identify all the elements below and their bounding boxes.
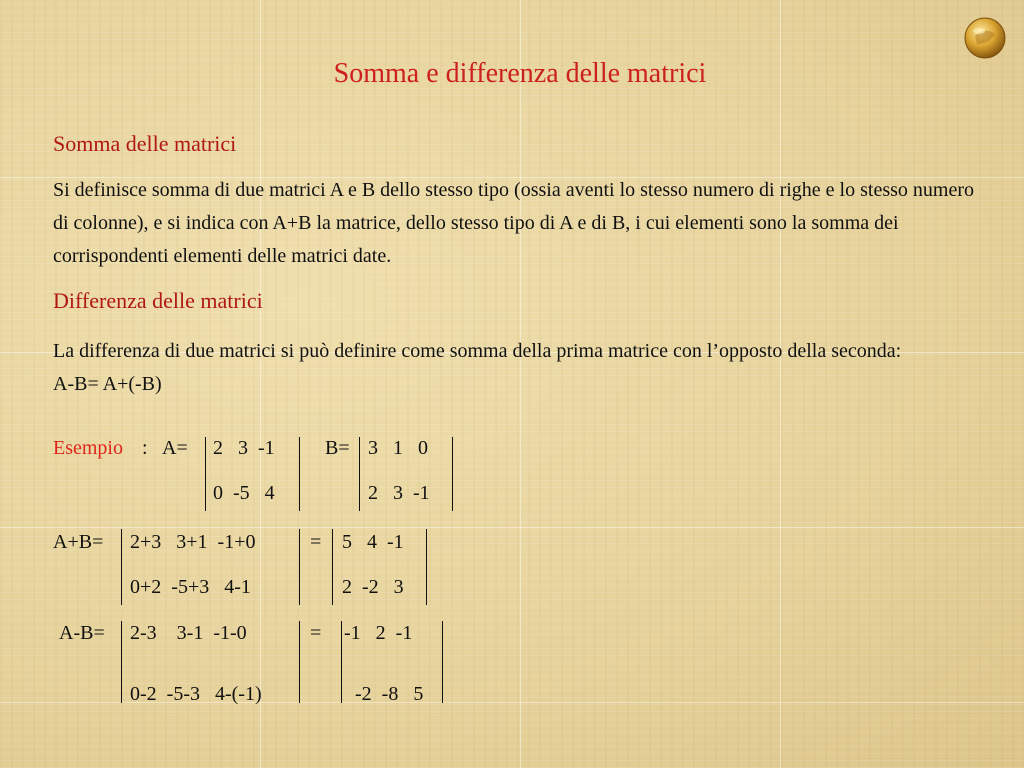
diff-calc-label: A-B= [59,622,105,644]
matrix-a-right-bar [299,437,300,511]
diff-calc-equals: = [310,622,322,644]
matrix-a-row-1: 2 3 -1 [213,437,275,459]
sum-calc-left-bar [121,529,122,605]
matrix-a-row-2: 0 -5 4 [213,482,275,504]
matrix-b-left-bar [359,437,360,511]
matrix-a-left-bar [205,437,206,511]
diff-calc-row-2: 0-2 -5-3 4-(-1) [130,683,262,705]
sum-calc-equals: = [310,531,322,553]
sum-calc-label: A+B= [53,531,104,553]
matrix-a-label: A= [162,437,188,459]
section-heading-sum: Somma delle matrici [53,131,237,156]
example-colon: : [142,437,148,459]
sum-result-left-bar [332,529,333,605]
sum-calc-right-bar [299,529,300,605]
example-label: Esempio [53,437,123,459]
sum-result-right-bar [426,529,427,605]
diff-calc-left-bar [121,621,122,703]
diff-result-left-bar [341,621,342,703]
background-seam [0,527,1024,528]
diff-result-right-bar [442,621,443,703]
gold-coin-logo-icon [963,16,1007,60]
diff-calc-row-1: 2-3 3-1 -1-0 [130,622,247,644]
page-title: Somma e differenza delle matrici [333,58,707,89]
difference-definition-text: La differenza di due matrici si può definire come somma della prima matrice con l’opposto della seconda: A-B= A+(-B) [53,340,902,395]
matrix-b-right-bar [452,437,453,511]
matrix-b-row-1: 3 1 0 [368,437,428,459]
sum-definition-text: Si definisce somma di due matrici A e B dello stesso tipo (ossia aventi lo stesso numero di righe e lo stesso numero di colonne), e si indica con A+B la matrice, dello stesso tipo di A e di B, i cui elementi sono la somma dei corrispondenti elementi delle matrici date. [53,179,974,267]
diff-result-row-2: -2 -8 5 [355,683,424,705]
sum-calc-row-1: 2+3 3+1 -1+0 [130,531,256,553]
sum-result-row-2: 2 -2 3 [342,576,404,598]
section-heading-difference: Differenza delle matrici [53,288,263,313]
matrix-b-label: B= [325,437,350,459]
sum-result-row-1: 5 4 -1 [342,531,404,553]
sum-calc-row-2: 0+2 -5+3 4-1 [130,576,251,598]
diff-calc-right-bar [299,621,300,703]
diff-result-row-1: -1 2 -1 [344,622,413,644]
matrix-b-row-2: 2 3 -1 [368,482,430,504]
